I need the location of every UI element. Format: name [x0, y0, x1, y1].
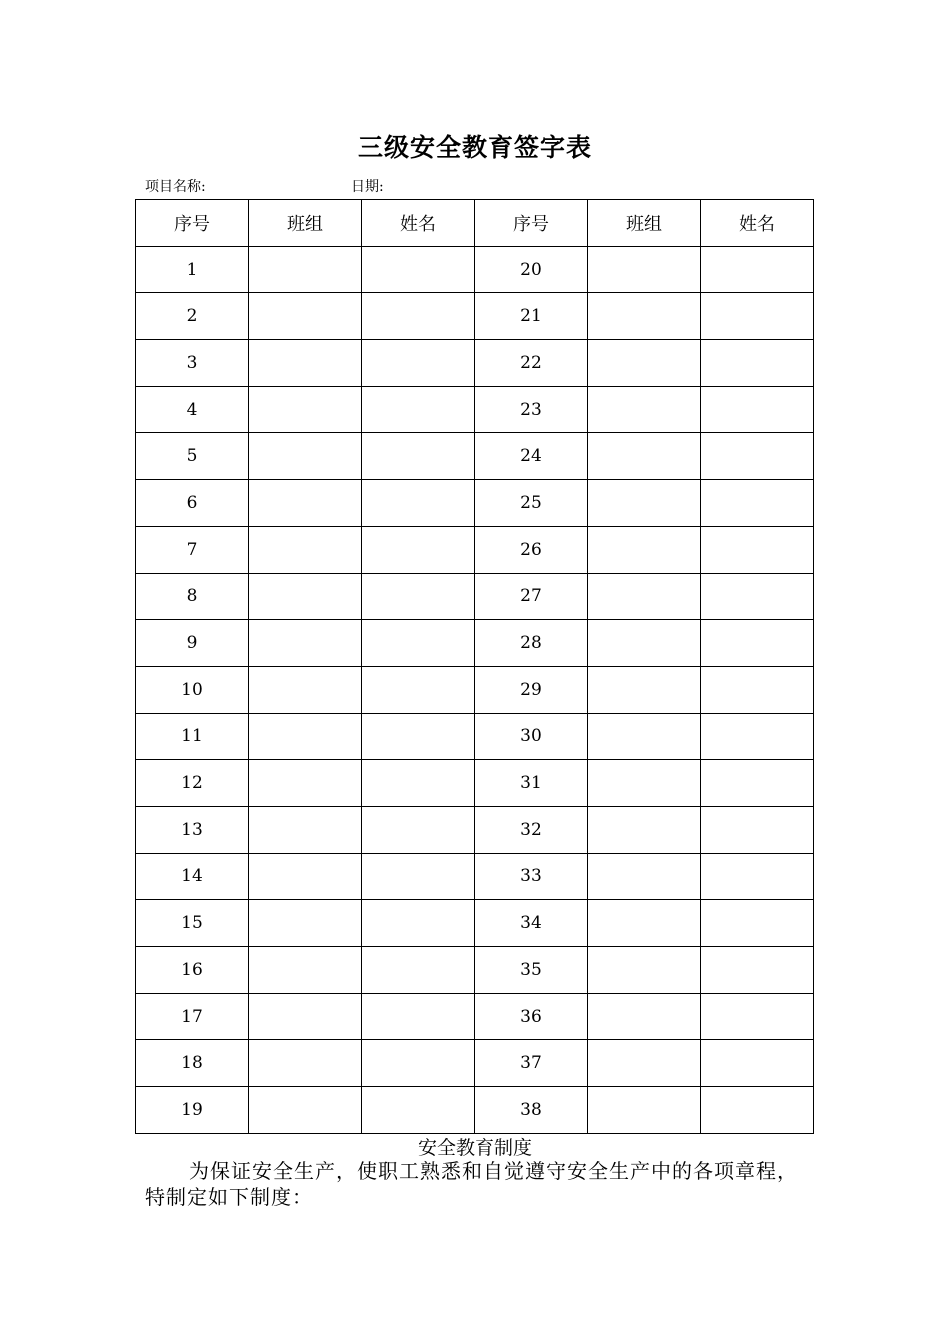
row-left-name-cell[interactable] [362, 947, 475, 994]
row-right-team-cell[interactable] [588, 806, 701, 853]
row-right-team-cell[interactable] [588, 386, 701, 433]
row-right-name-cell[interactable] [701, 993, 814, 1040]
row-right-number: 31 [475, 760, 588, 807]
table-row [136, 1040, 814, 1087]
row-right-name-cell[interactable] [701, 947, 814, 994]
table-header-row [136, 200, 814, 247]
table-row [136, 620, 814, 667]
project-name-label: 项目名称: [145, 179, 206, 195]
policy-paragraph: 为保证安全生产，使职工熟悉和自觉遵守安全生产中的各项章程，特制定如下制度： [145, 1159, 798, 1209]
table-row [136, 760, 814, 807]
row-left-name-cell[interactable] [362, 760, 475, 807]
row-left-name-cell[interactable] [362, 246, 475, 293]
row-left-team-cell[interactable] [249, 947, 362, 994]
row-right-number: 37 [475, 1040, 588, 1087]
section-heading: 安全教育制度 [417, 1137, 532, 1159]
row-right-team-cell[interactable] [588, 573, 701, 620]
row-left-name-cell[interactable] [362, 340, 475, 387]
row-left-team-cell[interactable] [249, 526, 362, 573]
row-left-number: 1 [136, 246, 249, 293]
row-left-name-cell[interactable] [362, 386, 475, 433]
row-left-number: 5 [136, 433, 249, 480]
row-left-name-cell[interactable] [362, 433, 475, 480]
row-right-team-cell[interactable] [588, 293, 701, 340]
row-right-team-cell[interactable] [588, 900, 701, 947]
row-right-number: 34 [475, 900, 588, 947]
row-right-number: 29 [475, 666, 588, 713]
table-row [136, 806, 814, 853]
table-row [136, 666, 814, 713]
row-left-team-cell[interactable] [249, 1040, 362, 1087]
row-right-number: 25 [475, 480, 588, 527]
row-left-number: 14 [136, 853, 249, 900]
row-right-team-cell[interactable] [588, 246, 701, 293]
row-right-number: 23 [475, 386, 588, 433]
row-right-number: 24 [475, 433, 588, 480]
row-left-number: 12 [136, 760, 249, 807]
row-left-team-cell[interactable] [249, 293, 362, 340]
row-right-number: 38 [475, 1087, 588, 1134]
row-right-team-cell[interactable] [588, 433, 701, 480]
row-left-number: 2 [136, 293, 249, 340]
table-row [136, 246, 814, 293]
row-right-name-cell[interactable] [701, 1040, 814, 1087]
row-left-team-cell[interactable] [249, 386, 362, 433]
row-right-team-cell[interactable] [588, 526, 701, 573]
row-left-name-cell[interactable] [362, 900, 475, 947]
row-right-name-cell[interactable] [701, 293, 814, 340]
row-left-name-cell[interactable] [362, 1087, 475, 1134]
row-right-name-cell[interactable] [701, 666, 814, 713]
row-left-team-cell[interactable] [249, 666, 362, 713]
row-right-number: 27 [475, 573, 588, 620]
table-row [136, 340, 814, 387]
header-right-name: 姓名 [701, 200, 814, 247]
row-left-team-cell[interactable] [249, 1087, 362, 1134]
row-left-team-cell[interactable] [249, 713, 362, 760]
row-left-team-cell[interactable] [249, 246, 362, 293]
row-right-name-cell[interactable] [701, 526, 814, 573]
row-left-name-cell[interactable] [362, 993, 475, 1040]
row-right-name-cell[interactable] [701, 573, 814, 620]
row-left-number: 16 [136, 947, 249, 994]
row-left-team-cell[interactable] [249, 993, 362, 1040]
table-row [136, 480, 814, 527]
row-right-number: 26 [475, 526, 588, 573]
row-left-number: 18 [136, 1040, 249, 1087]
table-row [136, 573, 814, 620]
row-right-name-cell[interactable] [701, 853, 814, 900]
row-left-team-cell[interactable] [249, 573, 362, 620]
row-left-number: 15 [136, 900, 249, 947]
row-left-name-cell[interactable] [362, 293, 475, 340]
row-left-team-cell[interactable] [249, 620, 362, 667]
row-right-name-cell[interactable] [701, 246, 814, 293]
row-left-number: 9 [136, 620, 249, 667]
row-right-team-cell[interactable] [588, 480, 701, 527]
row-left-number: 19 [136, 1087, 249, 1134]
row-left-team-cell[interactable] [249, 853, 362, 900]
row-left-team-cell[interactable] [249, 900, 362, 947]
row-right-team-cell[interactable] [588, 947, 701, 994]
header-left-name: 姓名 [362, 200, 475, 247]
sign-in-table [135, 199, 814, 1134]
row-right-name-cell[interactable] [701, 1087, 814, 1134]
row-right-number: 21 [475, 293, 588, 340]
row-left-number: 4 [136, 386, 249, 433]
row-right-team-cell[interactable] [588, 993, 701, 1040]
row-right-team-cell[interactable] [588, 620, 701, 667]
row-right-name-cell[interactable] [701, 806, 814, 853]
row-left-team-cell[interactable] [249, 760, 362, 807]
row-right-name-cell[interactable] [701, 480, 814, 527]
row-left-number: 7 [136, 526, 249, 573]
table-row [136, 526, 814, 573]
row-right-number: 20 [475, 246, 588, 293]
row-right-name-cell[interactable] [701, 340, 814, 387]
row-left-number: 8 [136, 573, 249, 620]
row-right-team-cell[interactable] [588, 1087, 701, 1134]
table-row [136, 433, 814, 480]
table-row [136, 713, 814, 760]
header-left-team: 班组 [249, 200, 362, 247]
row-right-name-cell[interactable] [701, 760, 814, 807]
row-right-team-cell[interactable] [588, 713, 701, 760]
row-right-name-cell[interactable] [701, 433, 814, 480]
row-left-team-cell[interactable] [249, 433, 362, 480]
row-right-name-cell[interactable] [701, 713, 814, 760]
row-left-name-cell[interactable] [362, 1040, 475, 1087]
table-row [136, 993, 814, 1040]
row-left-number: 3 [136, 340, 249, 387]
row-right-name-cell[interactable] [701, 900, 814, 947]
row-left-number: 17 [136, 993, 249, 1040]
row-right-team-cell[interactable] [588, 666, 701, 713]
row-left-name-cell[interactable] [362, 480, 475, 527]
row-left-number: 13 [136, 806, 249, 853]
row-right-number: 32 [475, 806, 588, 853]
row-right-number: 33 [475, 853, 588, 900]
row-right-team-cell[interactable] [588, 340, 701, 387]
row-left-name-cell[interactable] [362, 713, 475, 760]
row-right-name-cell[interactable] [701, 386, 814, 433]
row-left-team-cell[interactable] [249, 806, 362, 853]
row-left-number: 6 [136, 480, 249, 527]
header-right-number: 序号 [475, 200, 588, 247]
row-left-team-cell[interactable] [249, 340, 362, 387]
row-right-number: 30 [475, 713, 588, 760]
table-body [136, 246, 814, 1133]
row-left-name-cell[interactable] [362, 666, 475, 713]
row-right-number: 28 [475, 620, 588, 667]
row-left-name-cell[interactable] [362, 806, 475, 853]
meta-row [145, 176, 815, 196]
table-row [136, 386, 814, 433]
table-row [136, 1087, 814, 1134]
row-right-team-cell[interactable] [588, 1040, 701, 1087]
table-row [136, 900, 814, 947]
row-left-name-cell[interactable] [362, 620, 475, 667]
row-right-team-cell[interactable] [588, 760, 701, 807]
table-row [136, 293, 814, 340]
row-left-number: 11 [136, 713, 249, 760]
header-right-team: 班组 [588, 200, 701, 247]
row-left-number: 10 [136, 666, 249, 713]
date-label: 日期: [351, 179, 384, 195]
row-right-team-cell[interactable] [588, 853, 701, 900]
row-left-name-cell[interactable] [362, 573, 475, 620]
row-left-name-cell[interactable] [362, 853, 475, 900]
header-left-number: 序号 [136, 200, 249, 247]
table-row [136, 853, 814, 900]
row-right-name-cell[interactable] [701, 620, 814, 667]
page-title: 三级安全教育签字表 [357, 133, 592, 162]
row-right-number: 35 [475, 947, 588, 994]
row-right-number: 36 [475, 993, 588, 1040]
row-left-name-cell[interactable] [362, 526, 475, 573]
row-right-number: 22 [475, 340, 588, 387]
row-left-team-cell[interactable] [249, 480, 362, 527]
table-row [136, 947, 814, 994]
